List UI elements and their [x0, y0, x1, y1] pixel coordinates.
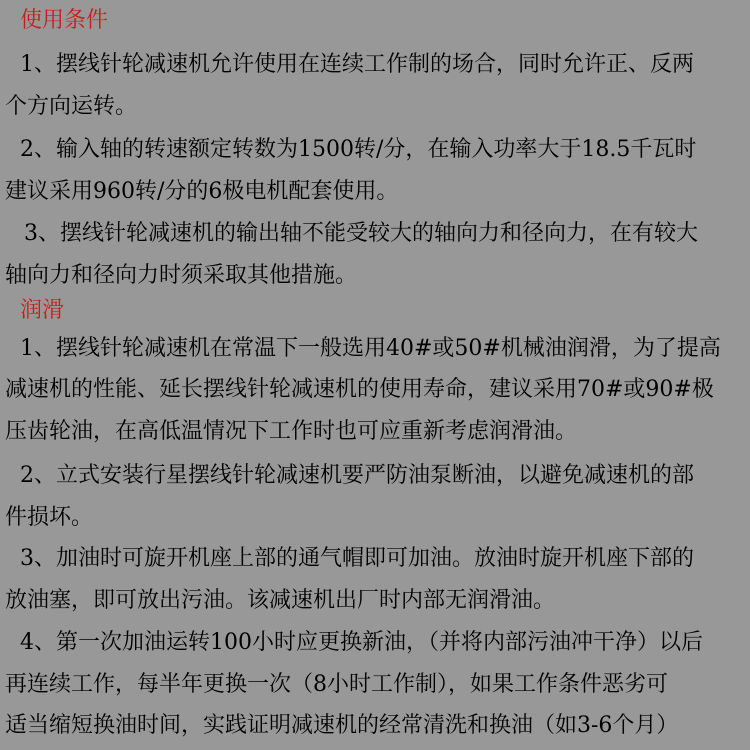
lube-line-1: 1、摆线针轮减速机在常温下一般选用40#或50#机械油润滑，为了提高: [20, 336, 721, 361]
usage-line-6: 轴向力和径向力时须采取其他措施。: [5, 263, 358, 288]
section-heading-usage: 使用条件: [20, 8, 109, 33]
lube-line-4: 2、立式安装行星摆线针轮减速机要严防油泵断油，以避免减速机的部: [20, 463, 694, 488]
usage-line-5: 3、摆线针轮减速机的输出轴不能受较大的轴向力和径向力，在有较大: [24, 221, 698, 246]
section-heading-lubrication: 润滑: [20, 298, 65, 323]
usage-line-3: 2、输入轴的转速额定转数为1500转/分，在输入功率大于18.5千瓦时: [20, 137, 697, 162]
usage-line-4: 建议采用960转/分的6极电机配套使用。: [5, 179, 399, 204]
lube-line-3: 压齿轮油，在高低温情况下工作时也可应重新考虑润滑油。: [5, 419, 578, 444]
lube-line-6: 3、加油时可旋开机座上部的通气帽即可加油。放油时旋开机座下部的: [20, 546, 694, 571]
lube-line-2: 减速机的性能、延长摆线针轮减速机的使用寿命，建议采用70#或90#极: [5, 377, 714, 402]
lube-line-8: 4、第一次加油运转100小时应更换新油，（并将内部污油冲干净）以后: [20, 630, 703, 655]
usage-line-2: 个方向运转。: [5, 94, 138, 119]
usage-line-1: 1、摆线针轮减速机允许使用在连续工作制的场合，同时允许正、反两: [20, 52, 694, 77]
lube-line-9: 再连续工作，每半年更换一次（8小时工作制），如果工作条件恶劣可: [5, 672, 668, 697]
lube-line-10: 适当缩短换油时间，实践证明减速机的经常清洗和换油（如3-6个月）: [5, 713, 679, 738]
lube-line-7: 放油塞，即可放出污油。该减速机出厂时内部无润滑油。: [5, 588, 556, 613]
lube-line-5: 件损坏。: [5, 505, 94, 530]
